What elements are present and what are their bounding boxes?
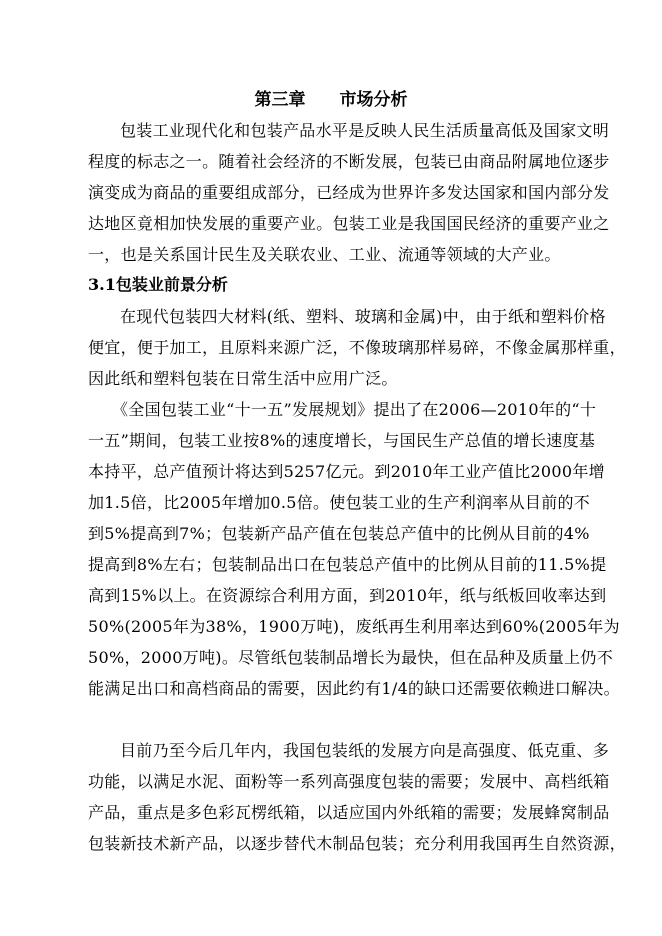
paragraph-line: 达地区竟相加快发展的重要产业。包装工业是我国国民经济的重要产业之 (88, 214, 610, 233)
paragraph-line: 一，也是关系国计民生及关联农业、工业、流通等领域的大产业。 (88, 245, 561, 264)
paragraph-line: 本持平，总产值预计将达到5257亿元。到2010年工业产值比2000年增 (88, 462, 605, 481)
paragraph-line: 包装新技术新产品，以逐步替代木制品包装；充分利用我国再生自然资源， (88, 834, 626, 853)
paragraph-line: 因此纸和塑料包装在日常生活中应用广泛。 (88, 369, 398, 388)
section-heading: 3.1包装业前景分析 (88, 275, 228, 294)
paragraph-line: 功能，以满足水泥、面粉等一系列高强度包装的需要；发展中、高档纸箱 (88, 772, 610, 791)
paragraph-line: 《全国包装工业“十一五”发展规划》提出了在2006—2010年的“十 (112, 400, 597, 419)
paragraph-line: 目前乃至今后几年内，我国包装纸的发展方向是高强度、低克重、多 (120, 741, 610, 760)
paragraph-line: 高到15%以上。在资源综合利用方面，到2010年，纸与纸板回收率达到 (88, 586, 607, 605)
paragraph-line: 加1.5倍，比2005年增加0.5倍。使包装工业的生产利润率从目前的不 (88, 493, 591, 512)
paragraph-line: 50%(2005年为38%，1900万吨)，废纸再生利用率达到60%(2005年为 (88, 617, 620, 636)
paragraph-line: 产品，重点是多色彩瓦楞纸箱，以适应国内外纸箱的需要；发展蜂窝制品 (88, 803, 610, 822)
paragraph-line: 程度的标志之一。随着社会经济的不断发展，包装已由商品附属地位逐步 (88, 152, 610, 171)
paragraph-line: 到5%提高到7%；包装新产品产值在包装总产值中的比例从目前的4% (88, 524, 590, 543)
paragraph-line: 便宜，便于加工，且原料来源广泛，不像玻璃那样易碎，不像金属那样重， (88, 338, 626, 357)
chapter-title: 第三章 市场分析 (254, 90, 408, 110)
paragraph-line: 包装工业现代化和包装产品水平是反映人民生活质量高低及国家文明 (120, 121, 610, 140)
paragraph-line: 在现代包装四大材料(纸、塑料、玻璃和金属)中，由于纸和塑料价格 (120, 307, 606, 326)
paragraph-line: 能满足出口和高档商品的需要，因此约有1/4的缺口还需要依赖进口解决。 (88, 679, 620, 698)
paragraph-line: 一五”期间，包装工业按8%的速度增长，与国民生产总值的增长速度基 (88, 431, 596, 450)
paragraph-line: 50%，2000万吨)。尽管纸包装制品增长为最快，但在品种及质量上仍不 (88, 648, 614, 667)
paragraph-line: 提高到8%左右；包装制品出口在包装总产值中的比例从目前的11.5%提 (88, 555, 607, 574)
paragraph-line: 演变成为商品的重要组成部分，已经成为世界许多发达国家和国内部分发 (88, 183, 610, 202)
